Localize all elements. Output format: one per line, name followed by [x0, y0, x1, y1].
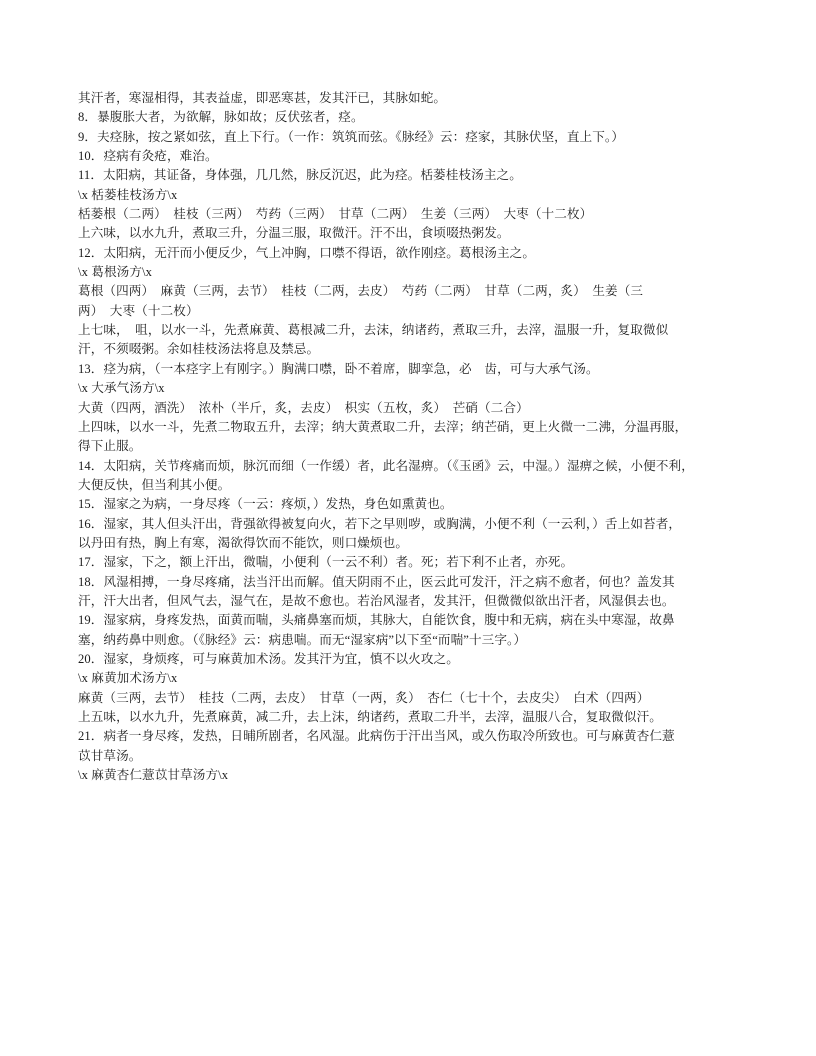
formula-preparation-line: 上五味，以水九升，先煮麻黄，减二升，去上沫，纳诸药，煮取二升半，去滓，温服八合，复取微似汗。: [78, 710, 662, 724]
formula-heading-line: \x 麻黄杏仁薏苡甘草汤方\x: [78, 768, 229, 783]
text-line: 15．湿家之为病，一身尽疼（一云：疼烦，）发热，身色如熏黄也。: [78, 497, 453, 512]
text-line: 12．太阳病，无汗而小便反少，气上冲胸，口噤不得语，欲作刚痉。葛根汤主之。: [78, 245, 536, 260]
formula-ingredients-line: 栝蒌根（二两） 桂枝（三两） 芍药（三两） 甘草（二两） 生姜（三两） 大枣（十二枚）: [78, 207, 593, 222]
formula-heading-line: \x 葛根汤方\x: [78, 265, 153, 280]
text-line-continued: 塞，纳药鼻中则愈。（《脉经》云：病患喘。而无“湿家病”以下至“而喘”十三字。）: [78, 632, 527, 647]
formula-heading-line: \x 大承气汤方\x: [78, 381, 165, 396]
formula-ingredients-line: 麻黄（三两，去节） 桂技（二两，去皮） 甘草（一两，炙） 杏仁（七十个，去皮尖） 白术（四两）: [78, 690, 650, 705]
text-line-continued: 苡甘草汤。: [78, 748, 142, 763]
text-line: 20．湿家，身烦疼，可与麻黄加术汤。发其汗为宜，慎不以火攻之。: [78, 651, 459, 666]
formula-heading-line: \x 麻黄加术汤方\x: [78, 671, 178, 686]
formula-ingredients-line: 葛根（四两） 麻黄（三两，去节） 桂枝（二两，去皮） 芍药（二两） 甘草（二两，炙） 生姜（三: [78, 284, 644, 299]
formula-preparation-line: 上六味，以水九升，煮取三升，分温三服，取微汗。汗不出，食顷啜热粥发。: [78, 226, 510, 241]
text-line-continued: 大便反快，但当利其小便。: [78, 477, 231, 492]
formula-preparation-line: 上七味， 咀，以水一斗，先煮麻黄、葛根减二升，去沫，纳诸药，煮取三升，去滓，温服一升，复取微似: [78, 323, 669, 338]
text-line-continued: 汗，汗大出者，但风气去，湿气在，是故不愈也。若治风湿者，发其汗，但微微似欲出汗者，风湿俱去也。: [78, 593, 675, 608]
text-line: 9．夫痉脉，按之紧如弦，直上下行。（一作：筑筑而弦。《脉经》云：痉家，其脉伏坚，直上下。）: [78, 129, 625, 144]
text-line: 11．太阳病，其证备，身体强，几几然，脉反沉迟，此为痉。栝蒌桂枝汤主之。: [78, 168, 522, 183]
text-line: 18．风湿相搏，一身尽疼痛，法当汗出而解。值天阴雨不止，医云此可发汗，汗之病不愈者，何也？盖发其: [78, 574, 675, 589]
text-line: 13．痉为病，（一本痉字上有刚字。）胸满口噤，卧不着席，脚挛急，必 齿，可与大承气汤。: [78, 361, 599, 376]
formula-preparation-line-continued: 汗，不须啜粥。余如桂枝汤法将息及禁忌。: [78, 342, 320, 357]
text-line: 10．痉病有灸疮，难治。: [78, 149, 218, 164]
formula-preparation-line-continued: 得下止服。: [78, 439, 142, 454]
page-text-body: [78, 89, 710, 785]
text-line: 8．暴腹胀大者，为欲解，脉如故；反伏弦者，痉。: [78, 110, 364, 125]
formula-ingredients-line-continued: 两） 大枣（十二枚）: [78, 303, 199, 318]
text-line: 14．太阳病，关节疼痛而烦，脉沉而细（一作缓）者，此名湿痹。（《玉函》云，中湿。）湿痹之候，小便不利，: [78, 458, 694, 473]
text-line-continued: 以丹田有热，胸上有寒，渴欲得饮而不能饮，则口燥烦也。: [78, 535, 409, 550]
text-line: 16．湿家，其人但头汗出，背强欲得被复向火，若下之早则哕，或胸满，小便不利（一云利，）舌上如苔者，: [78, 516, 682, 531]
formula-ingredients-line: 大黄（四两，酒洗） 浓朴（半斤，炙，去皮） 枳实（五枚，炙） 芒硝（二合）: [78, 400, 529, 415]
text-line: 21．病者一身尽疼，发热，日晡所剧者，名风湿。此病伤于汗出当风，或久伤取冷所致也。可与麻黄杏仁薏: [78, 729, 675, 744]
formula-preparation-line: 上四味，以水一斗，先煮二物取五升，去滓；纳大黄煮取二升，去滓；纳芒硝，更上火微一二沸，分温再服，: [78, 419, 688, 434]
formula-heading-line: \x 栝蒌桂枝汤方\x: [78, 187, 178, 202]
text-line: 其汗者，寒湿相得，其表益虚，即恶寒甚，发其汗已，其脉如蛇。: [78, 91, 447, 105]
text-line: 17．湿家，下之，额上汗出，微喘，小便利（一云不利）者。死；若下利不止者，亦死。: [78, 555, 574, 570]
text-line: 19．湿家病，身疼发热，面黄而喘，头痛鼻塞而烦，其脉大，自能饮食，腹中和无病，病在头中寒湿，故鼻: [78, 613, 675, 628]
